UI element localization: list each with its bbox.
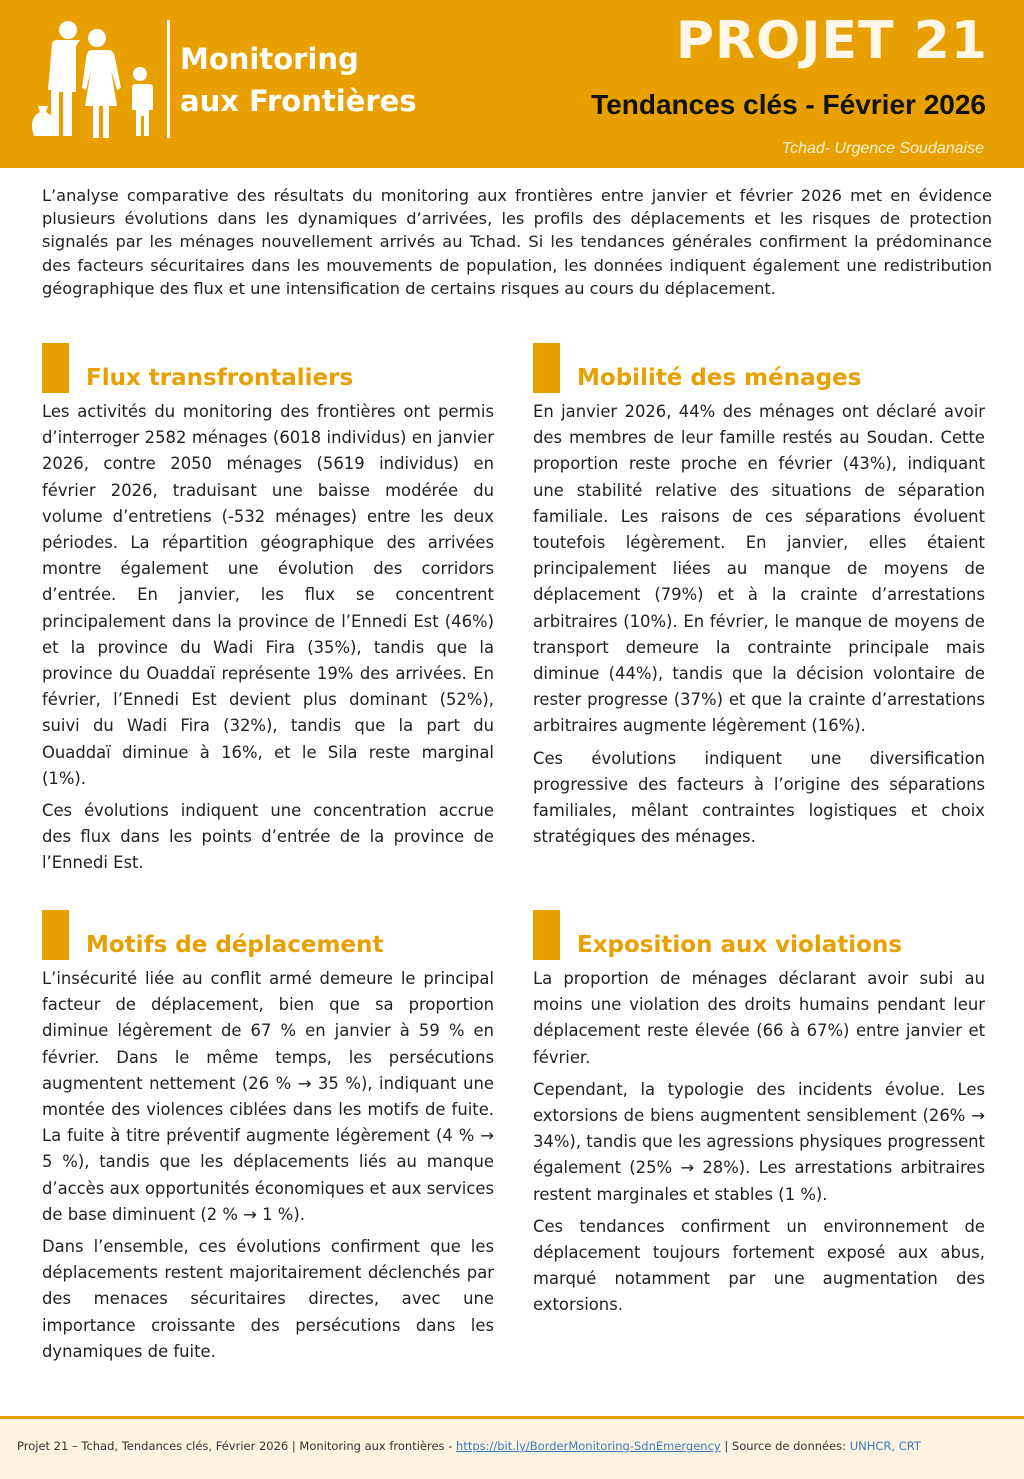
heading-accent-bar [42,343,69,393]
section-exposition-aux-violations [533,910,985,1325]
heading-accent-bar [533,343,560,393]
paragraph: La proportion de ménages déclarant avoir subi au moins une violation des droits humains pendant leur déplacement reste élevée (66 à 67%) entre janvier et février. [533,969,985,1067]
section-title: Mobilité des ménages [577,365,862,391]
footer [0,1419,1024,1479]
footer-source-label: | Source de données: [720,1439,850,1453]
intro-paragraph: L’analyse comparative des résultats du monitoring aux frontières entre janvier et février 2026 met en évidence plusieurs évolutions dans les dynamiques d’arrivées, les profils des déplacements et les risques de protection signalés par les ménages nouvellement arrivés au Tchad. Si les tendances générales confirment la prédominance des facteurs sécuritaires dans les mouvements de population, les données indiquent également une redistribution géographique des flux et une intensification de certains risques au cours du déplacement. [42,186,992,298]
paragraph: Cependant, la typologie des incidents évolue. Les extorsions de biens augmentent sensiblement (26% → 34%), tandis que les agressions physiques progressent également (25% → 28%). Les arrestations arbitraires restent marginales et stables (1 %). [533,1079,985,1204]
logo-title [180,38,417,122]
paragraph: L’insécurité liée au conflit armé demeure le principal facteur de déplacement, bien que sa proportion diminue légèrement de 67 % en janvier à 59 % en février. Dans le même temps, les persécutions augmentent nettement (26 % → 35 %), indiquant une montée des violences ciblées dans les motifs de fuite. La fuite à titre préventif augmente légèrement (4 % → 5 %), tandis que les déplacements liés au manque d’accès aux opportunités économiques et aux services de base diminuent (2 % → 1 %). [42,969,494,1224]
logo-line-2: aux Frontières [180,84,417,118]
section-heading [42,343,494,399]
header-banner [0,0,1024,168]
footer-link[interactable]: https://bit.ly/BorderMonitoring-SdnEmergency [456,1439,721,1453]
section-motifs-de-deplacement [42,910,494,1371]
section-title: Exposition aux violations [577,932,903,958]
paragraph: Ces tendances confirment un environnement de déplacement toujours fortement exposé aux abus, marqué notamment par une augmentation des extorsions. [533,1216,985,1315]
paragraph: En janvier 2026, 44% des ménages ont déclaré avoir des membres de leur famille restés au Soudan. Cette proportion reste proche en février (43%), indiquant une stabilité relative des situations de séparation familiale. Les raisons de ces séparations évoluent toutefois légèrement. En janvier, elles étaient principalement liées au manque de moyens de déplacement (79%) et à la crainte d’arrestations arbitraires (10%). En février, le manque de moyens de transport demeure la contrainte principale mais diminue (44%), tandis que la décision volontaire de rester progresse (37%) et que la crainte d’arrestations arbitraires augmente légèrement (16%). [533,402,985,736]
paragraph: Ces évolutions indiquent une concentration accrue des flux dans les points d’entrée de la province de l’Ennedi Est. [42,801,494,873]
section-heading [533,910,985,966]
logo-line-1: Monitoring [180,42,359,76]
section-mobilite-des-menages [533,343,985,856]
footer-source-value: UNHCR, CRT [849,1439,921,1453]
section-title: Motifs de déplacement [86,932,384,958]
family-refugees-icon [30,18,160,138]
section-body [533,966,985,1319]
footer-text: Projet 21 – Tchad, Tendances clés, Février 2026 | Monitoring aux frontières - [17,1439,457,1453]
page-title: Tendances clés - Février 2026 [591,89,986,120]
paragraph: Les activités du monitoring des frontières ont permis d’interroger 2582 ménages (6018 individus) en janvier 2026, contre 2050 ménages (5619 individus) en février 2026, traduisant une baisse modérée du volume d’entretiens (-532 ménages) entre les deux périodes. La répartition géographique des arrivées montre également une évolution des corridors d’entrée. En janvier, les flux se concentrent principalement dans la province de l’Ennedi Est (46%) et la province du Wadi Fira (35%), tandis que la province du Ouaddaï représente 19% des arrivées. En février, l’Ennedi Est devient plus dominant (52%), suivi du Wadi Fira (32%), tandis que la part du Ouaddaï diminue à 16%, et le Sila reste marginal (1%). [42,402,494,788]
brand-title: PROJET 21 [675,11,988,71]
section-heading [533,343,985,399]
section-body [42,966,494,1365]
section-body [42,399,494,877]
section-heading [42,910,494,966]
page-tagline: Tchad- Urgence Soudanaise [781,140,984,157]
heading-accent-bar [533,910,560,960]
paragraph: Dans l’ensemble, ces évolutions confirment que les déplacements restent majoritairement déclenchés par des menaces sécuritaires directes, avec une importance croissante des persécutions dans les dynamiques de fuite. [42,1237,494,1361]
section-body [533,399,985,850]
section-flux-transfrontaliers [42,343,494,883]
logo-divider [167,20,170,138]
paragraph: Ces évolutions indiquent une diversification progressive des facteurs à l’origine des séparations familiales, mêlant contraintes logistiques et choix stratégiques des ménages. [533,748,985,847]
section-title: Flux transfrontaliers [86,365,354,391]
heading-accent-bar [42,910,69,960]
